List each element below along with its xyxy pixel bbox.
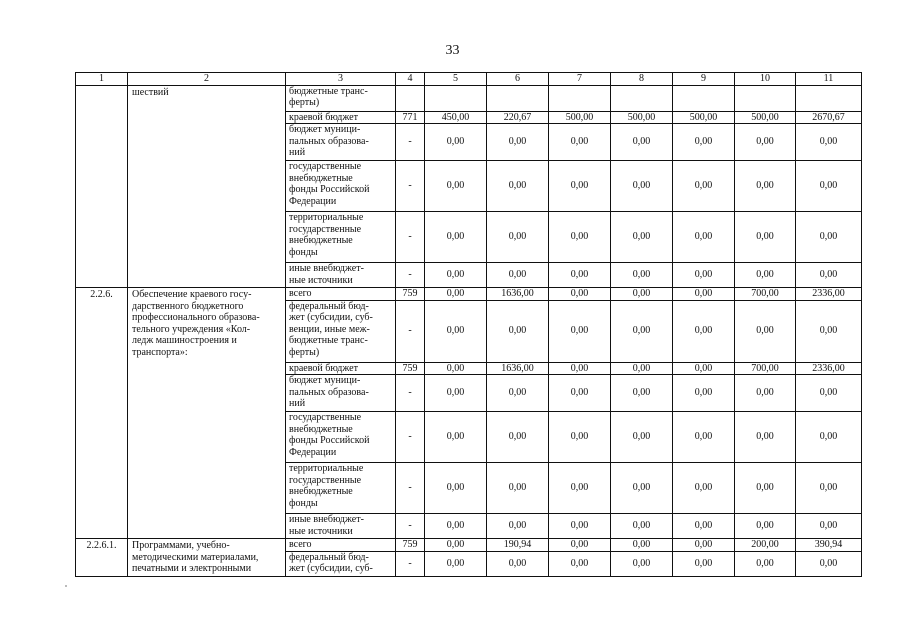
amount-cell: 0,00	[549, 551, 611, 576]
amount-cell: 0,00	[487, 551, 549, 576]
amount-cell: 0,00	[796, 514, 862, 539]
page-number: 33	[445, 43, 460, 58]
amount-cell: 450,00	[425, 111, 487, 124]
funding-source: всего	[286, 288, 396, 301]
amount-cell: 1636,00	[487, 288, 549, 301]
amount-cell: 1636,00	[487, 362, 549, 375]
amount-cell: 0,00	[549, 539, 611, 552]
table-row	[76, 539, 862, 552]
item-code	[76, 85, 128, 288]
amount-cell: 0,00	[735, 124, 796, 161]
amount-cell	[673, 85, 735, 111]
amount-cell: 220,67	[487, 111, 549, 124]
amount-cell	[487, 85, 549, 111]
amount-cell: 0,00	[425, 124, 487, 161]
amount-cell: 2336,00	[796, 288, 862, 301]
table-header-row	[76, 73, 862, 86]
funding-source: территориальные государственные внебюджетные фонды	[286, 212, 396, 263]
column-header-2: 2	[128, 73, 286, 86]
column-header-1: 1	[76, 73, 128, 86]
grbs-code-cell: -	[396, 514, 425, 539]
funding-source: бюджет муници- пальных образова- ний	[286, 375, 396, 412]
amount-cell: 0,00	[549, 463, 611, 514]
amount-cell	[549, 85, 611, 111]
amount-cell: 0,00	[487, 263, 549, 288]
amount-cell: 0,00	[611, 375, 673, 412]
amount-cell: 0,00	[735, 161, 796, 212]
amount-cell: 0,00	[487, 375, 549, 412]
funding-source: территориальные государственные внебюджетные фонды	[286, 463, 396, 514]
amount-cell: 0,00	[549, 300, 611, 362]
grbs-code-cell: -	[396, 212, 425, 263]
amount-cell: 0,00	[735, 551, 796, 576]
scan-speck	[65, 585, 67, 587]
amount-cell: 0,00	[487, 463, 549, 514]
funding-source: бюджет муници- пальных образова- ний	[286, 124, 396, 161]
amount-cell: 0,00	[487, 212, 549, 263]
column-header-6: 6	[487, 73, 549, 86]
funding-source: краевой бюджет	[286, 111, 396, 124]
item-description: Обеспечение краевого госу- дарственного бюджетного профессионального образова- тельного учреждения «Кол- ледж машиностроения и транспорта»:	[128, 288, 286, 539]
funding-source: иные внебюджет- ные источники	[286, 514, 396, 539]
grbs-code-cell: -	[396, 161, 425, 212]
grbs-code-cell: -	[396, 263, 425, 288]
grbs-code-cell: -	[396, 375, 425, 412]
column-header-9: 9	[673, 73, 735, 86]
funding-source: государственные внебюджетные фонды Российской Федерации	[286, 412, 396, 463]
amount-cell: 0,00	[487, 514, 549, 539]
amount-cell: 0,00	[425, 362, 487, 375]
amount-cell: 0,00	[673, 375, 735, 412]
amount-cell: 0,00	[673, 551, 735, 576]
amount-cell: 0,00	[425, 412, 487, 463]
amount-cell: 0,00	[673, 161, 735, 212]
column-header-4: 4	[396, 73, 425, 86]
column-header-3: 3	[286, 73, 396, 86]
amount-cell: 0,00	[796, 375, 862, 412]
grbs-code-cell: 759	[396, 539, 425, 552]
column-header-8: 8	[611, 73, 673, 86]
amount-cell: 0,00	[425, 463, 487, 514]
amount-cell: 0,00	[673, 288, 735, 301]
amount-cell: 0,00	[611, 463, 673, 514]
amount-cell: 0,00	[673, 539, 735, 552]
amount-cell: 0,00	[796, 300, 862, 362]
amount-cell: 0,00	[549, 412, 611, 463]
amount-cell: 0,00	[611, 362, 673, 375]
amount-cell: 0,00	[425, 375, 487, 412]
funding-source: государственные внебюджетные фонды Российской Федерации	[286, 161, 396, 212]
amount-cell: 0,00	[611, 124, 673, 161]
amount-cell: 0,00	[549, 362, 611, 375]
table-row	[76, 288, 862, 301]
amount-cell: 0,00	[673, 212, 735, 263]
column-header-7: 7	[549, 73, 611, 86]
funding-source: краевой бюджет	[286, 362, 396, 375]
grbs-code-cell: 759	[396, 362, 425, 375]
amount-cell: 500,00	[673, 111, 735, 124]
amount-cell: 0,00	[425, 551, 487, 576]
amount-cell	[425, 85, 487, 111]
amount-cell: 0,00	[549, 161, 611, 212]
amount-cell: 0,00	[549, 124, 611, 161]
amount-cell: 0,00	[487, 412, 549, 463]
table-row	[76, 85, 862, 111]
funding-source: федеральный бюд- жет (субсидии, суб-	[286, 551, 396, 576]
amount-cell: 0,00	[796, 463, 862, 514]
funding-source: федеральный бюд- жет (субсидии, суб- венции, иные меж- бюджетные транс- ферты)	[286, 300, 396, 362]
amount-cell: 0,00	[425, 514, 487, 539]
amount-cell: 0,00	[796, 412, 862, 463]
amount-cell: 0,00	[549, 212, 611, 263]
amount-cell: 0,00	[735, 263, 796, 288]
amount-cell: 2336,00	[796, 362, 862, 375]
amount-cell: 0,00	[611, 412, 673, 463]
amount-cell	[796, 85, 862, 111]
item-description: шествий	[128, 85, 286, 288]
amount-cell: 0,00	[611, 551, 673, 576]
amount-cell: 0,00	[611, 161, 673, 212]
amount-cell: 0,00	[673, 124, 735, 161]
grbs-code-cell: 759	[396, 288, 425, 301]
amount-cell: 0,00	[611, 300, 673, 362]
amount-cell: 0,00	[549, 514, 611, 539]
grbs-code-cell: 771	[396, 111, 425, 124]
amount-cell: 0,00	[673, 263, 735, 288]
amount-cell: 0,00	[796, 124, 862, 161]
amount-cell: 0,00	[673, 514, 735, 539]
amount-cell: 0,00	[673, 463, 735, 514]
column-header-10: 10	[735, 73, 796, 86]
amount-cell: 2670,67	[796, 111, 862, 124]
column-header-11: 11	[796, 73, 862, 86]
amount-cell	[735, 85, 796, 111]
amount-cell: 0,00	[425, 539, 487, 552]
amount-cell: 0,00	[673, 362, 735, 375]
amount-cell: 0,00	[735, 463, 796, 514]
amount-cell: 0,00	[549, 263, 611, 288]
amount-cell: 190,94	[487, 539, 549, 552]
grbs-code-cell: -	[396, 412, 425, 463]
budget-table	[75, 72, 862, 577]
item-code: 2.2.6.1.	[76, 539, 128, 577]
amount-cell: 700,00	[735, 288, 796, 301]
grbs-code-cell: -	[396, 124, 425, 161]
amount-cell: 0,00	[611, 539, 673, 552]
item-code: 2.2.6.	[76, 288, 128, 539]
grbs-code-cell	[396, 85, 425, 111]
amount-cell: 0,00	[611, 288, 673, 301]
amount-cell: 0,00	[735, 514, 796, 539]
amount-cell: 0,00	[673, 412, 735, 463]
amount-cell: 0,00	[796, 263, 862, 288]
amount-cell: 200,00	[735, 539, 796, 552]
amount-cell: 0,00	[487, 300, 549, 362]
amount-cell	[611, 85, 673, 111]
amount-cell: 0,00	[796, 212, 862, 263]
funding-source: бюджетные транс- ферты)	[286, 85, 396, 111]
amount-cell: 0,00	[425, 300, 487, 362]
amount-cell: 0,00	[611, 263, 673, 288]
table-body	[76, 73, 862, 577]
amount-cell: 0,00	[796, 161, 862, 212]
amount-cell: 0,00	[735, 375, 796, 412]
amount-cell: 0,00	[425, 212, 487, 263]
amount-cell: 700,00	[735, 362, 796, 375]
amount-cell: 0,00	[487, 161, 549, 212]
grbs-code-cell: -	[396, 463, 425, 514]
item-description: Программами, учебно- методическими материалами, печатными и электронными	[128, 539, 286, 577]
amount-cell: 500,00	[611, 111, 673, 124]
funding-source: иные внебюджет- ные источники	[286, 263, 396, 288]
amount-cell: 0,00	[425, 263, 487, 288]
amount-cell: 0,00	[735, 412, 796, 463]
grbs-code-cell: -	[396, 300, 425, 362]
amount-cell: 0,00	[735, 300, 796, 362]
amount-cell: 0,00	[425, 288, 487, 301]
amount-cell: 0,00	[796, 551, 862, 576]
amount-cell: 0,00	[673, 300, 735, 362]
amount-cell: 0,00	[549, 288, 611, 301]
amount-cell: 390,94	[796, 539, 862, 552]
amount-cell: 500,00	[549, 111, 611, 124]
amount-cell: 0,00	[549, 375, 611, 412]
amount-cell: 0,00	[611, 514, 673, 539]
grbs-code-cell: -	[396, 551, 425, 576]
amount-cell: 0,00	[735, 212, 796, 263]
amount-cell: 0,00	[425, 161, 487, 212]
amount-cell: 0,00	[487, 124, 549, 161]
column-header-5: 5	[425, 73, 487, 86]
amount-cell: 500,00	[735, 111, 796, 124]
amount-cell: 0,00	[611, 212, 673, 263]
funding-source: всего	[286, 539, 396, 552]
